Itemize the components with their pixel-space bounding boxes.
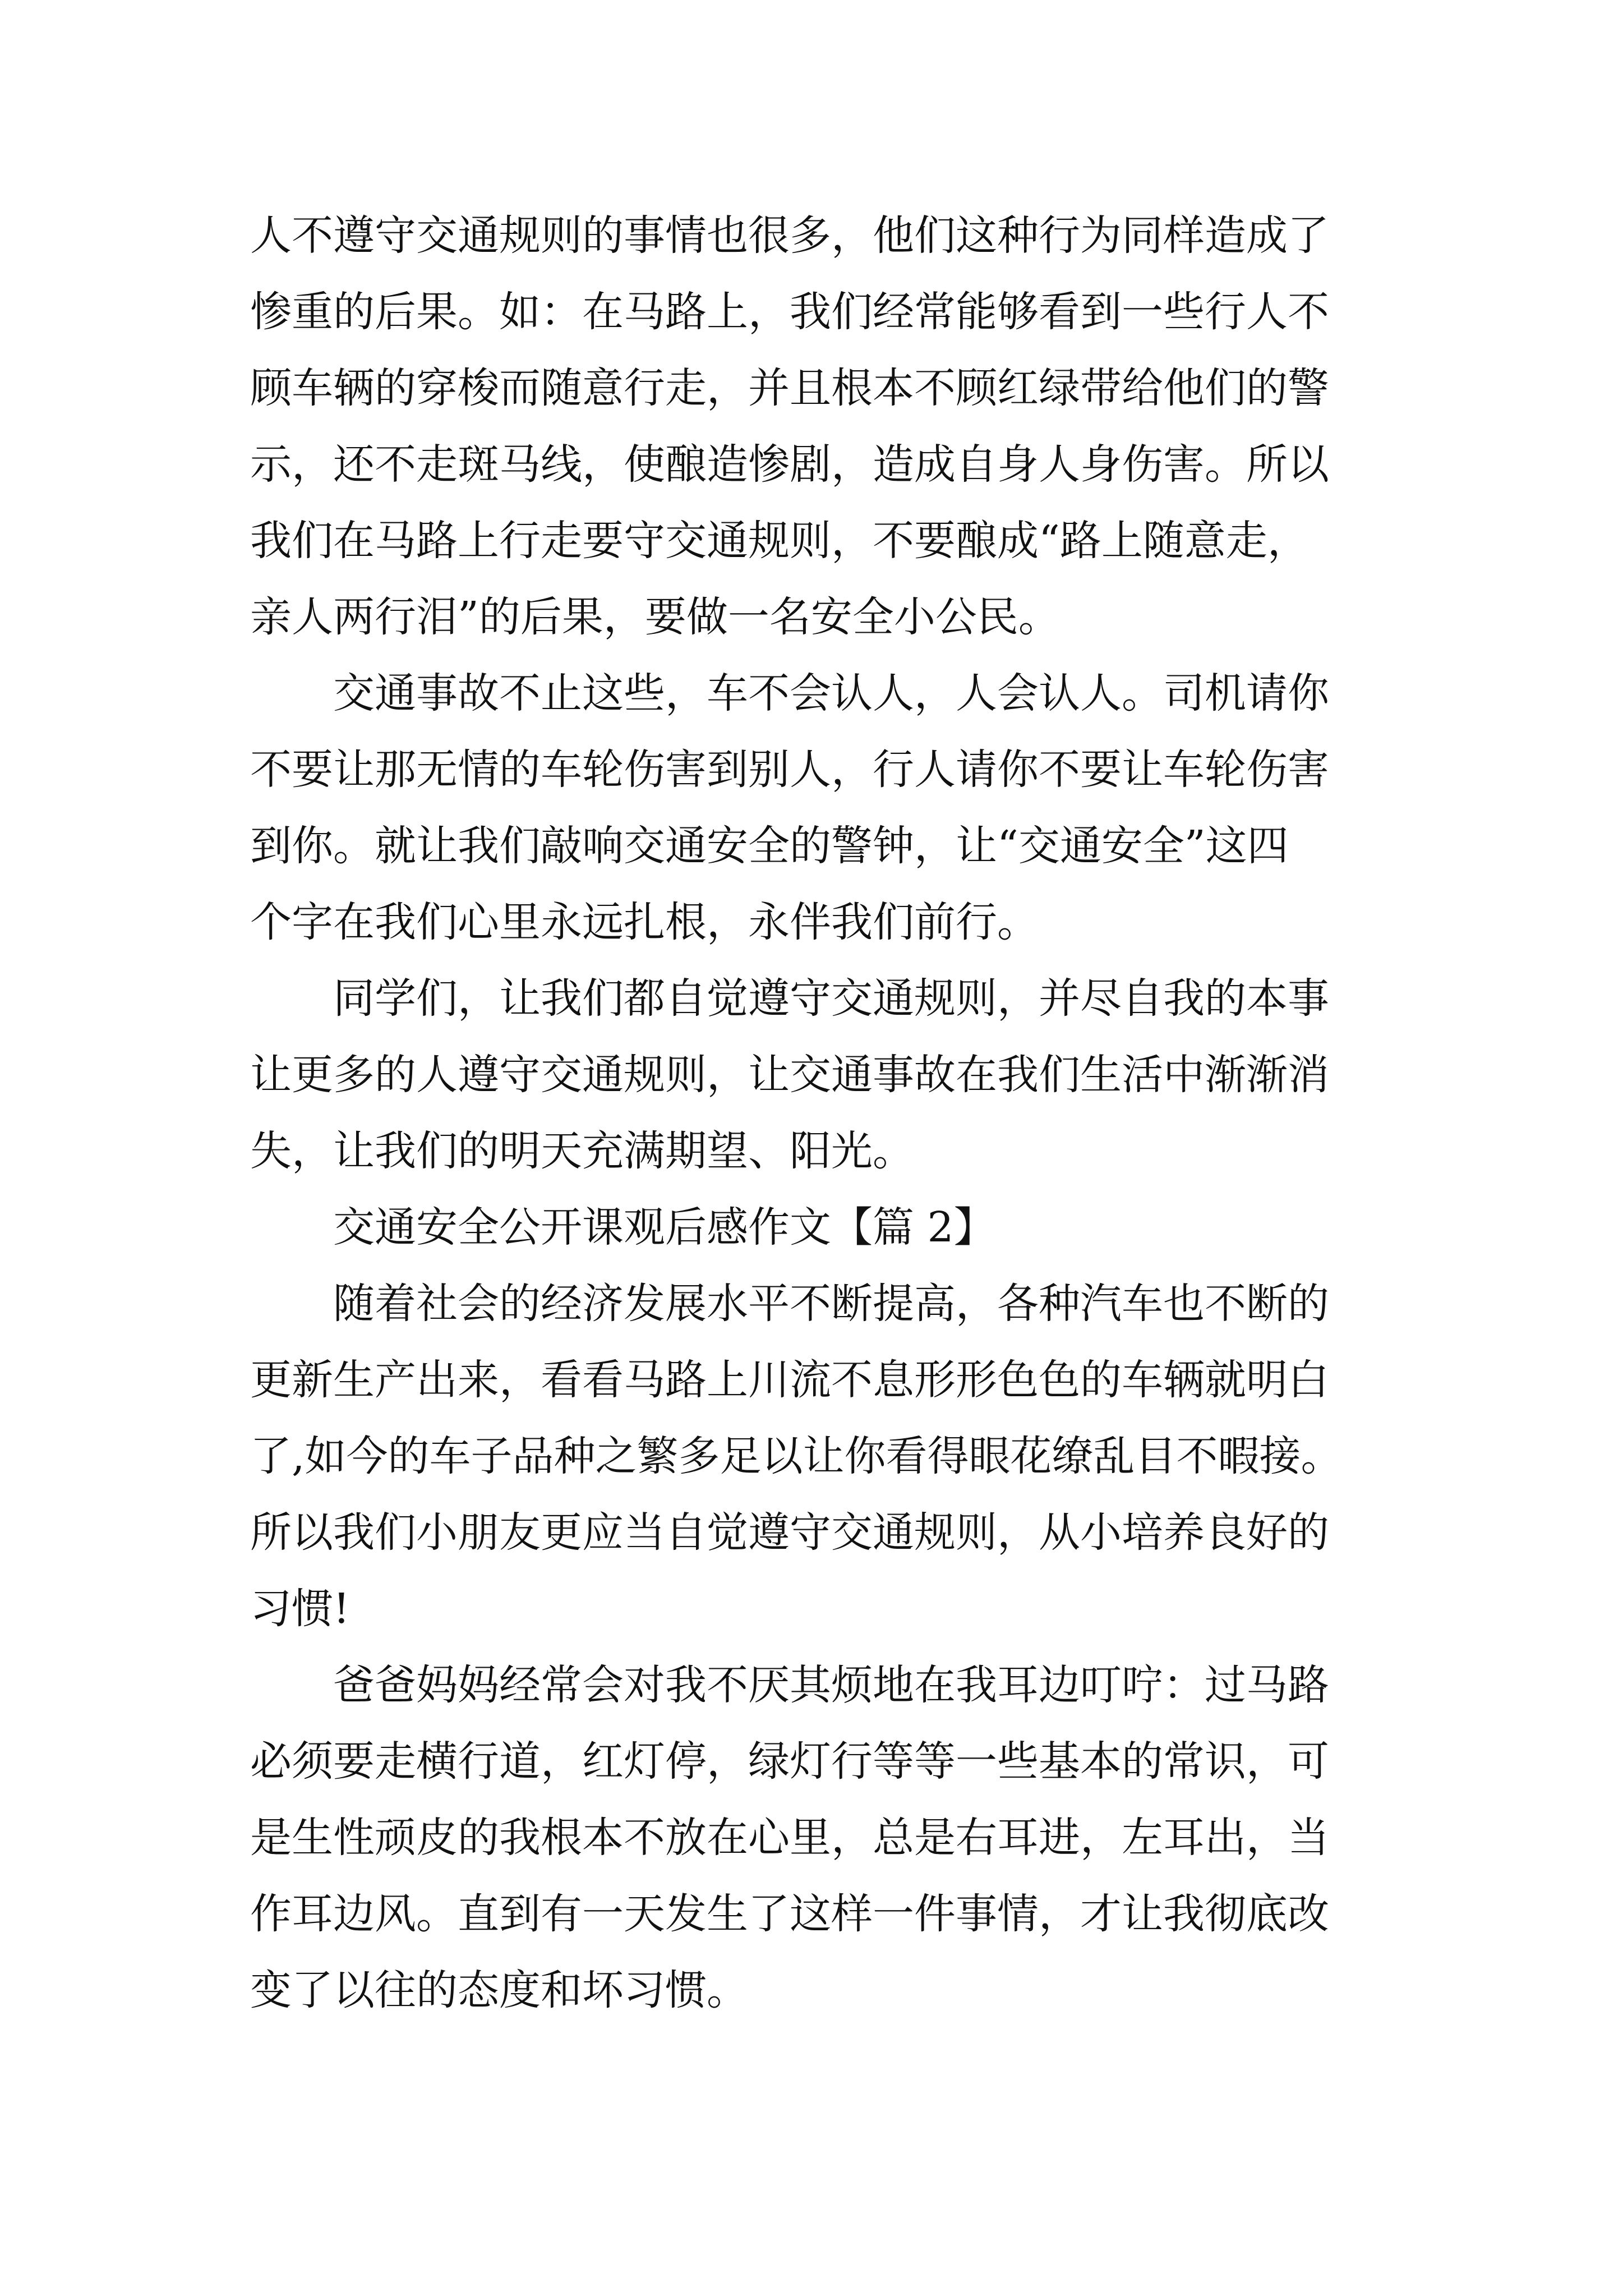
text-line: 让更多的人遵守交通规则，让交通事故在我们生活中渐渐消 xyxy=(250,1051,1329,1099)
text-line: 了,如今的车子品种之繁多足以让你看得眼花缭乱目不暇接。 xyxy=(250,1432,1343,1480)
text-line: 人不遵守交通规则的事情也很多，他们这种行为同样造成了 xyxy=(250,211,1329,260)
text-line: 不要让那无情的车轮伤害到别人，行人请你不要让车轮伤害 xyxy=(250,746,1329,794)
text-line: 更新生产出来，看看马路上川流不息形形色色的车辆就明白 xyxy=(250,1356,1329,1404)
paragraph-first-line: 爸爸妈妈经常会对我不厌其烦地在我耳边叮咛：过马路 xyxy=(333,1661,1329,1709)
text-line: 失，让我们的明天充满期望、阳光。 xyxy=(250,1127,914,1175)
text-line: 是生性顽皮的我根本不放在心里，总是右耳进，左耳出，当 xyxy=(250,1814,1329,1862)
text-line: 变了以往的态度和坏习惯。 xyxy=(250,1966,748,2014)
text-line: 我们在马路上行走要守交通规则，不要酿成“路上随意走， xyxy=(250,517,1309,565)
paragraph-first-line: 交通事故不止这些，车不会认人，人会认人。司机请你 xyxy=(333,669,1329,717)
text-line: 习惯! xyxy=(250,1585,350,1633)
text-line: 亲人两行泪”的后果，要做一名安全小公民。 xyxy=(250,593,1060,641)
text-line: 顾车辆的穿梭而随意行走，并且根本不顾红绿带给他们的警 xyxy=(250,364,1329,412)
document-body xyxy=(250,197,1389,2028)
text-line: 个字在我们心里永远扎根，永伴我们前行。 xyxy=(250,898,1039,946)
paragraph-first-line: 同学们，让我们都自觉遵守交通规则，并尽自我的本事 xyxy=(333,974,1329,1023)
text-line: 必须要走横行道，红灯停，绿灯行等等一些基本的常识，可 xyxy=(250,1737,1329,1786)
text-line: 所以我们小朋友更应当自觉遵守交通规则，从小培养良好的 xyxy=(250,1508,1329,1557)
text-line: 惨重的后果。如：在马路上，我们经常能够看到一些行人不 xyxy=(250,288,1329,336)
text-line: 作耳边风。直到有一天发生了这样一件事情，才让我彻底改 xyxy=(250,1890,1329,1938)
section-heading: 交通安全公开课观后感作文【篇 2】 xyxy=(333,1203,995,1251)
text-line: 示，还不走斑马线，使酿造惨剧，造成自身人身伤害。所以 xyxy=(250,440,1329,489)
text-line: 到你。就让我们敲响交通安全的警钟，让“交通安全”这四 xyxy=(250,822,1289,870)
paragraph-first-line: 随着社会的经济发展水平不断提高，各种汽车也不断的 xyxy=(333,1280,1329,1328)
